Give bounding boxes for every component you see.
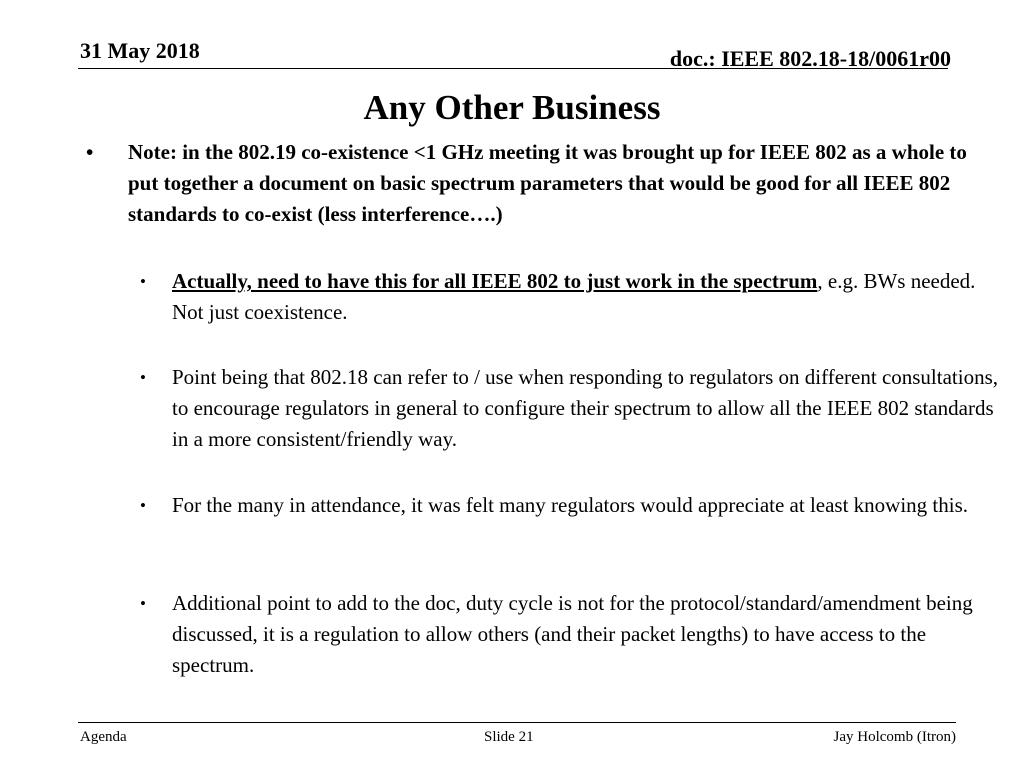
sub-bullet-text-rest: , e.g. BWs needed. Not just coexistence. (172, 269, 976, 324)
bullet-icon: • (140, 496, 146, 515)
bullet-icon: • (86, 140, 94, 164)
footer-author: Jay Holcomb (Itron) (833, 729, 956, 745)
sub-bullet-text: For the many in attendance, it was felt many regulators would appreciate at least knowing this. (172, 493, 969, 517)
footer-left: Agenda (80, 729, 127, 745)
sub-bullet-emphasis: Actually, need to have this for all IEEE 802 to just work in the spectrum (172, 269, 818, 293)
footer-divider (78, 722, 956, 723)
bullet-icon: • (140, 594, 146, 613)
sub-bullet-text (172, 266, 1007, 328)
sub-bullet-text: Point being that 802.18 can refer to / use when responding to regulators on different consultations, to encourage regulators in general to configure their spectrum to allow all the IEEE 802 standards in a more consistent/friendly way. (172, 365, 999, 451)
header-divider (78, 68, 948, 69)
slide-title: Any Other Business (363, 88, 661, 127)
bullet-icon: • (140, 272, 146, 291)
main-bullet-text: Note: in the 802.19 co-existence <1 GHz meeting it was brought up for IEEE 802 as a whole to put together a document on basic spectrum parameters that would be good for all IEEE 802 standards to co-exist (less interference….) (128, 140, 967, 226)
header-date: 31 May 2018 (80, 38, 200, 63)
header-doc-id: doc.: IEEE 802.18-18/0061r00 (669, 46, 951, 71)
bullet-icon: • (140, 368, 146, 387)
footer-slide-number: Slide 21 (484, 729, 534, 745)
sub-bullet-text: Additional point to add to the doc, duty cycle is not for the protocol/standard/amendment being discussed, it is a regulation to allow others (and their packet lengths) to have access to the spectrum. (172, 591, 973, 677)
